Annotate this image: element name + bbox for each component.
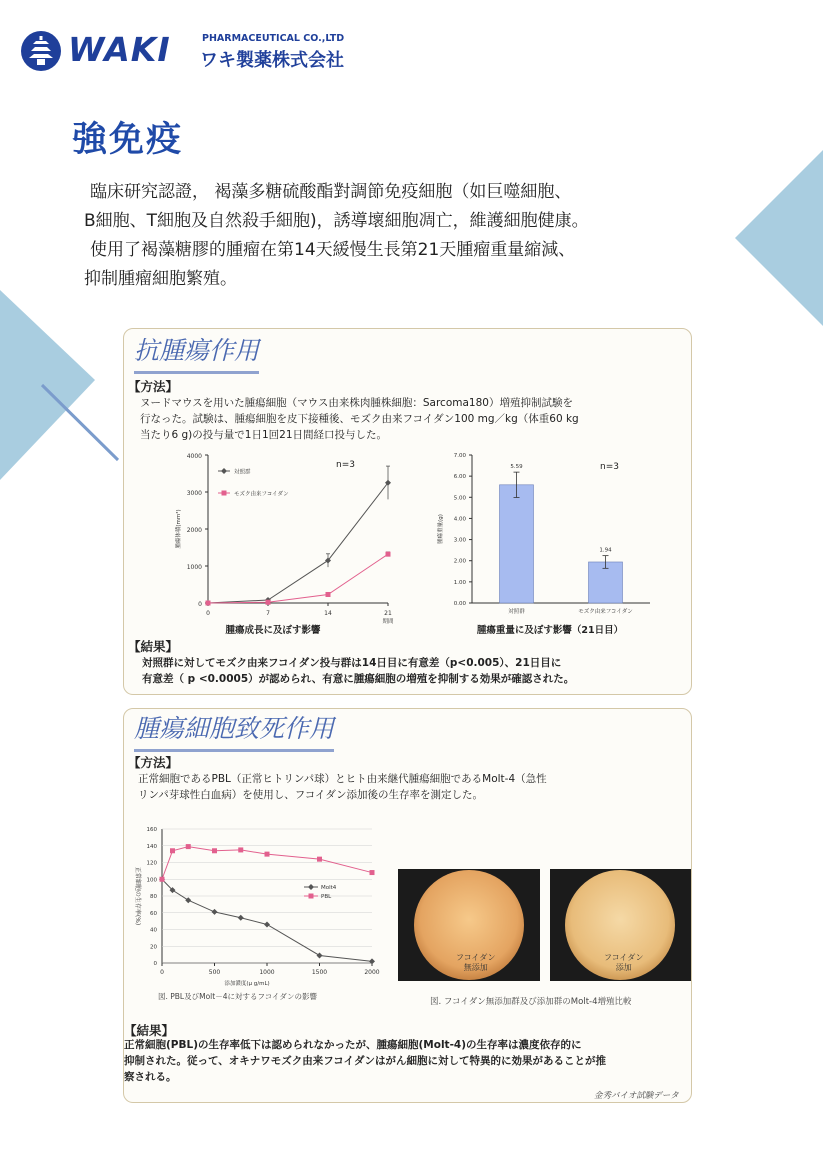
result-line: 察される。 <box>124 1071 177 1083</box>
anti-tumor-panel <box>123 328 692 695</box>
legend-label: 対照群 <box>234 469 251 476</box>
x-axis-label: 期間 <box>382 619 394 625</box>
x-tick-label: 1500 <box>311 969 328 976</box>
data-point <box>206 601 211 606</box>
data-point <box>265 852 270 857</box>
intro-line: 臨床研究認證， 褐藻多糖硫酸酯對調節免疫細胞（如巨噬細胞、 <box>90 182 572 202</box>
legend-label: PBL <box>321 894 332 900</box>
intro-line: 抑制腫瘤細胞繁殖。 <box>84 269 237 289</box>
result-text <box>124 1037 606 1085</box>
data-point <box>238 915 244 921</box>
legend-marker <box>308 884 314 890</box>
series-line <box>208 554 388 603</box>
photo-label-line: 無添加 <box>463 963 488 972</box>
panel-title <box>134 331 259 374</box>
y-tick-label: 5.00 <box>453 495 466 502</box>
result-line: 有意差（ p <0.0005）が認められ、有意に腫瘍細胞の増殖を抑制する効果が確認された。 <box>142 673 575 685</box>
y-tick-label: 2000 <box>186 527 202 534</box>
x-tick-label: 500 <box>208 969 221 976</box>
y-tick-label: 4000 <box>186 453 202 460</box>
y-tick-label: 60 <box>150 910 157 917</box>
survival-rate-chart <box>128 821 393 1031</box>
x-tick-label: 2000 <box>364 969 380 976</box>
chart-title: 腫瘍成長に及ぼす影響 <box>225 625 321 636</box>
series-line <box>162 847 372 880</box>
x-tick-label: 7 <box>266 610 270 617</box>
legend-marker <box>221 468 227 474</box>
chart-title: 腫瘍重量に及ぼす影響（21日目） <box>476 625 624 636</box>
data-point <box>386 552 391 557</box>
pagoda-logo-icon <box>20 30 62 72</box>
y-axis-label: 正常細胞の生存率(%) <box>134 866 141 926</box>
company-logo <box>20 28 360 74</box>
chart-caption: 図. PBL及びMolt－4に対するフコイダンの影響 <box>158 992 317 1001</box>
result-heading: 【結果】 <box>128 639 179 654</box>
bar <box>500 485 534 603</box>
intro-line: 使用了褐藻糖膠的腫瘤在第14天緩慢生長第21天腫瘤重量縮減、 <box>90 240 576 260</box>
y-tick-label: 100 <box>146 877 157 884</box>
data-point <box>186 844 191 849</box>
method-heading: 【方法】 <box>128 379 179 394</box>
method-line: リンパ芽球性白血病）を使用し、フコイダン添加後の生存率を測定した。 <box>138 789 484 801</box>
data-point <box>238 847 243 852</box>
sample-size-annotation: n=3 <box>336 460 355 470</box>
photo-label-line: フコイダン <box>456 953 496 962</box>
data-point <box>264 921 270 927</box>
data-point <box>317 952 323 958</box>
data-point <box>326 592 331 597</box>
data-point <box>317 857 322 862</box>
method-line: ヌードマウスを用いた腫瘍細胞（マウス由来株肉腫株細胞：Sarcoma180）増殖抑制試験を <box>140 397 573 409</box>
y-tick-label: 2.00 <box>453 558 466 565</box>
y-tick-label: 20 <box>150 944 157 951</box>
company-english-name: PHARMACEUTICAL CO.,LTD <box>202 33 345 44</box>
intro-paragraph <box>84 178 724 294</box>
data-point <box>266 600 271 605</box>
title-underline <box>134 371 259 374</box>
y-tick-label: 140 <box>146 843 157 850</box>
series-line <box>162 879 372 961</box>
legend-marker <box>309 894 314 899</box>
page-title: 強免疫 <box>72 120 184 160</box>
legend-label: モズク由来フコイダン <box>234 491 289 498</box>
result-text <box>142 655 574 687</box>
tumor-cell-killing-panel <box>123 708 692 1103</box>
y-axis-label: 腫瘍重量(g) <box>438 514 444 544</box>
data-point <box>160 877 165 882</box>
photo-no-fucoidan <box>398 869 540 981</box>
category-label: モズク由来フコイダン <box>578 609 633 615</box>
panel-title-text: 腫瘍細胞致死作用 <box>134 714 335 743</box>
series-line <box>208 483 388 603</box>
panel-title <box>134 709 334 752</box>
data-label: 1.94 <box>599 547 612 554</box>
x-tick-label: 14 <box>324 610 332 617</box>
photo-label <box>456 953 495 973</box>
y-tick-label: 3000 <box>186 490 202 497</box>
method-line: 正常細胞であるPBL（正常ヒトリンパ球）とヒト由来継代腫瘍細胞であるMolt-4（急性 <box>138 773 547 785</box>
y-tick-label: 6.00 <box>453 474 466 481</box>
result-line: 抑制された。従って、オキナワモズク由来フコイダンはがん細胞に対して特異的に効果があることが推 <box>124 1055 607 1067</box>
method-line: 当たり6 g)の投与量で1日1回21日間経口投与した。 <box>140 429 388 441</box>
tumor-weight-chart <box>430 447 660 647</box>
photo-label-line: 添加 <box>615 963 632 972</box>
y-tick-label: 3.00 <box>453 537 466 544</box>
legend-marker <box>222 491 227 496</box>
y-tick-label: 0 <box>198 601 202 608</box>
x-tick-label: 0 <box>206 610 210 617</box>
y-tick-label: 40 <box>150 927 157 934</box>
tumor-growth-chart <box>168 447 398 647</box>
photo-label <box>604 953 643 973</box>
company-japanese-name: ワキ製薬株式会社 <box>200 50 344 71</box>
x-tick-label: 21 <box>384 610 392 617</box>
x-tick-label: 1000 <box>259 969 275 976</box>
y-tick-label: 1000 <box>186 564 202 571</box>
x-axis-label: 添加濃度(μ g/mL) <box>224 981 270 987</box>
method-text <box>140 395 579 443</box>
intro-line: B細胞、T細胞及自然殺手細胞)，誘導壞細胞凋亡，維護細胞健康。 <box>84 211 589 231</box>
photo-label-line: フコイダン <box>604 953 644 962</box>
data-point <box>185 897 191 903</box>
result-heading: 【結果】 <box>124 1023 175 1038</box>
panel-title-text: 抗腫瘍作用 <box>134 336 260 365</box>
result-line: 正常細胞(PBL)の生存率低下は認められなかったが、腫瘍細胞(Molt-4)の生存率は濃度依存的に <box>124 1039 582 1051</box>
y-tick-label: 0 <box>153 961 157 967</box>
category-label: 対照群 <box>508 609 525 615</box>
brand-wordmark: WAKI <box>68 30 171 69</box>
data-point <box>170 848 175 853</box>
photo-caption: 図. フコイダン無添加群及び添加群のMolt-4増殖比較 <box>430 997 632 1007</box>
result-line: 対照群に対してモズク由来フコイダン投与群は14日目に有意差（p<0.005）、21日目に <box>142 657 562 669</box>
x-tick-label: 0 <box>160 969 164 976</box>
y-tick-label: 160 <box>146 827 157 833</box>
method-line: 行なった。試験は、腫瘍細胞を皮下接種後、モズク由来フコイダン100 mg／kg（体重60 kg <box>140 413 579 425</box>
method-heading: 【方法】 <box>128 755 179 770</box>
y-tick-label: 120 <box>146 860 157 867</box>
data-point <box>212 909 218 915</box>
data-label: 5.59 <box>510 464 523 471</box>
y-tick-label: 80 <box>150 894 157 900</box>
title-underline <box>134 749 334 752</box>
sample-size-annotation: n=3 <box>600 462 619 472</box>
legend-label: Molt4 <box>321 885 337 891</box>
data-source-note: 金秀バイオ試験データ <box>594 1091 679 1101</box>
y-tick-label: 1.00 <box>453 579 466 586</box>
y-tick-label: 0.00 <box>453 601 466 607</box>
data-point <box>212 848 217 853</box>
y-tick-label: 7.00 <box>453 453 466 459</box>
y-tick-label: 4.00 <box>453 516 466 523</box>
method-text <box>138 771 547 803</box>
data-point <box>370 870 375 875</box>
photo-with-fucoidan <box>550 869 691 981</box>
y-axis-label: 腫瘍体積(mm³) <box>176 509 182 549</box>
